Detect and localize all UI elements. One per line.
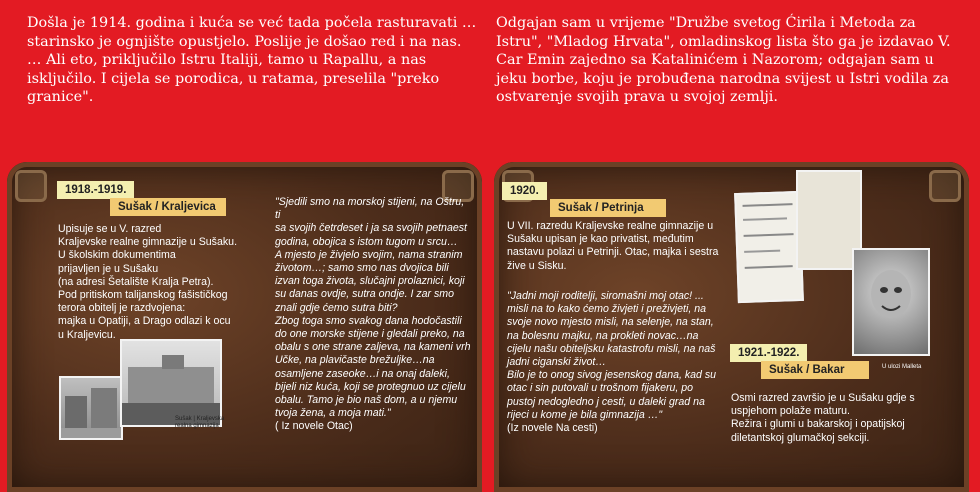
gymnasium-photo <box>120 339 222 427</box>
caption-line: realna gimnazija <box>175 423 219 429</box>
suitcase-left <box>7 162 482 492</box>
quote-line: svoje novo mjesto misli, na selenje, na stan, <box>507 316 714 329</box>
quote-line: Zbog toga smo svakog dana hodočastili <box>275 314 462 327</box>
body-line: Osmi razred završio je u Sušaku gdje s <box>731 392 915 404</box>
portrait-image <box>854 250 928 354</box>
quote-line: obalu. Tamo je bio naš dom, a u njemu <box>275 394 458 407</box>
body-line: (na adresi Šetalište Kralja Petra). <box>58 275 214 288</box>
quote-line: pustoj nedogledno j cesti, u daleki grad na <box>507 395 705 408</box>
document-lines <box>736 193 802 301</box>
school-document <box>734 191 804 303</box>
body-line: U školskim dokumentima <box>58 249 176 262</box>
place-tag-2: Sušak / Bakar <box>761 361 869 379</box>
caption-line: Sušak | Kraljevska <box>175 416 225 422</box>
quote-line: bijeli niz kuća, koji se protegnuo uz cijelu <box>275 380 466 393</box>
quote-line: Bilo je to onog sivog jesenskog dana, kad su <box>507 369 717 382</box>
quote-line: cijelu našu obiteljsku katastrofu misli, na naš <box>507 342 716 355</box>
body-line: žive u Sisku. <box>507 259 567 272</box>
year-tag: 1918.-1919. <box>57 181 134 199</box>
quote-line: "Jadni moji roditelji, siromašni moj otac! ... <box>507 290 704 302</box>
quote-line: Učke, na plavičaste brežuljke…na <box>275 354 435 367</box>
quote-line: do one morske stijene i gledali preko, na <box>275 328 465 341</box>
left-body-text <box>58 223 268 342</box>
quote-line: godina, obojica s istom tugom u srcu… <box>275 235 458 248</box>
body-line: u Kraljevicu. <box>58 328 116 341</box>
portrait-photo <box>852 248 930 356</box>
body-line: prijavljen je u Sušaku <box>58 262 159 275</box>
intro-right-text: Odgajan sam u vrijeme "Družbe svetog Ćirila i Metoda za Istru", "Mladog Hrvata", omladinskog lista što ga je izdavao V. Car Emin zajedno sa Katalinićem i Nazorom; odgajan sam u jeku borbe, koju je probuđena narodna svijest u Istri vodila za ostvarenje svojih prava u svojoj zemlji. <box>496 15 951 106</box>
portrait-caption: U ulozi Malleta <box>882 364 922 370</box>
quote-line: osamljene zaseoke…i na onaj daleki, <box>275 367 450 380</box>
suitcase-right <box>494 162 969 492</box>
body-line: uspjehom polaže maturu. <box>731 405 850 418</box>
suitcase-corner <box>15 170 47 202</box>
year-tag: 1920. <box>502 182 547 200</box>
body-line: Sušaku upisan je kao privatist, međutim <box>507 233 694 246</box>
left-quote <box>275 196 471 434</box>
right-body-text-2 <box>731 392 931 445</box>
quote-line: tvoja žena, a moja mati." <box>275 407 391 420</box>
source-note: ( Iz novele Otac) <box>275 420 353 433</box>
suitcase-corner <box>929 170 961 202</box>
body-line: U VII. razredu Kraljevske realne gimnazije u <box>507 220 714 232</box>
right-quote <box>507 290 735 435</box>
intro-left-text: Došla je 1914. godina i kuća se već tada počela rasturavati … starinsko je ognjište opustjelo. Poslije je došao red i na nas. … Ali eto, priključilo Istru Italiji, tamo u Rapallu, a nas isključilo. I cijela se porodica, u ratama, preselila "preko granice". <box>27 15 477 106</box>
quote-line: su danas ovdje, sutra ondje. I zar smo <box>275 288 455 301</box>
source-note: (Iz novele Na cesti) <box>507 422 598 435</box>
body-line: Upisuje se u V. razred <box>58 223 162 235</box>
quote-line: znali gdje ćemo sutra biti? <box>275 301 398 314</box>
quote-line: obalu s one strane zaljeva, na kameni vrh <box>275 341 471 354</box>
body-line: Kraljevske realne gimnazije u Sušaku. <box>58 236 238 249</box>
year-tag-2: 1921.-1922. <box>730 344 807 362</box>
quote-line: A mjesto je živjelo svojim, nama stranim <box>275 248 463 261</box>
quote-line: jadni ciganski život… <box>507 356 606 369</box>
place-tag: Sušak / Petrinja <box>550 199 666 217</box>
photo-caption <box>175 416 235 430</box>
street-photo-image <box>61 378 121 438</box>
body-line: nastavu polazi u Petrinji. Otac, majka i sestra <box>507 246 719 259</box>
body-line: majka u Opatiji, a Drago odlazi k ocu <box>58 315 231 328</box>
body-line: diletantskoj glumačkoj sekciji. <box>731 431 870 444</box>
quote-line: misli na to kako ćemo živjeti i preživjeti, na <box>507 303 707 316</box>
body-line: Režira i glumi u bakarskoj i opatijskoj <box>731 418 905 431</box>
quote-line: sa svojih četrdeset i ja sa svojih petnaest <box>275 222 467 235</box>
quote-line: otac i sin putovali u trošnom fijakeru, po <box>507 382 694 395</box>
right-body-text <box>507 220 727 273</box>
quote-line: rijeci u kome je bila gimnazija …" <box>507 408 663 421</box>
body-line: Pod pritiskom talijanskog fašističkog <box>58 289 228 302</box>
street-photo <box>59 376 123 440</box>
place-tag: Sušak / Kraljevica <box>110 198 226 216</box>
body-line: terora obitelj je razdvojena: <box>58 302 186 315</box>
quote-line: životom…; samo smo nas dvojica bili <box>275 262 449 275</box>
quote-line: na bolesnu majku, na prokleti novac…na <box>507 329 699 342</box>
gymnasium-photo-image <box>122 341 220 425</box>
quote-line: "Sjedili smo na morskoj stijeni, na Oštru, ti <box>275 196 465 222</box>
quote-line: izvan toga života, slučajni prolaznici, koji <box>275 275 465 288</box>
